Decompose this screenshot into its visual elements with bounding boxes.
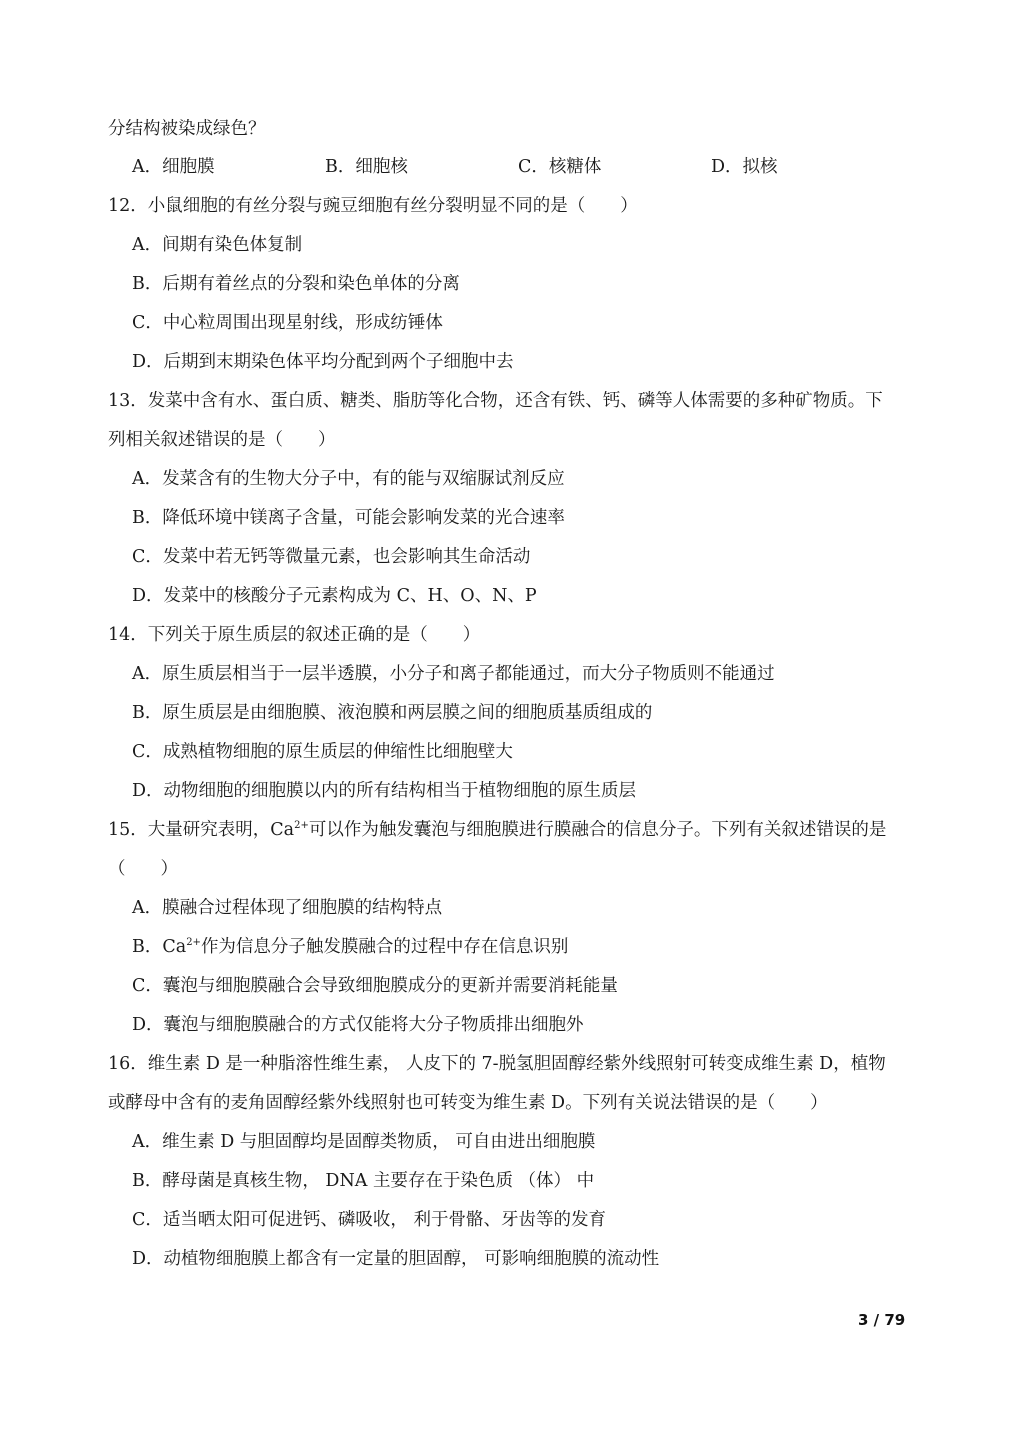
- question-11-stem-continuation: 分结构被染成绿色？: [108, 119, 266, 139]
- question-13-stem-line1: 13．发菜中含有水、蛋白质、糖类、脂肪等化合物，还含有铁、钙、磷等人体需要的多种矿物质。下: [108, 391, 883, 411]
- superscript: 2+: [294, 820, 309, 831]
- question-13-option-c: C．发菜中若无钙等微量元素，也会影响其生命活动: [132, 547, 531, 567]
- question-13-option-a: A．发菜含有的生物大分子中，有的能与双缩脲试剂反应: [132, 469, 565, 489]
- question-15-option-d: D．囊泡与细胞膜融合的方式仅能将大分子物质排出细胞外: [132, 1015, 584, 1035]
- question-12-option-b: B．后期有着丝点的分裂和染色单体的分离: [132, 274, 460, 294]
- question-12-option-c: C．中心粒周围出现星射线，形成纺锤体: [132, 313, 443, 333]
- option-suffix: 作为信息分子触发膜融合的过程中存在信息识别: [200, 937, 569, 957]
- option-b: B．细胞核: [325, 157, 408, 177]
- question-16-option-d: D．动植物细胞膜上都含有一定量的胆固醇， 可影响细胞膜的流动性: [132, 1249, 660, 1269]
- stem-prefix: 15．大量研究表明，Ca: [108, 820, 295, 840]
- question-14-stem: 14．下列关于原生质层的叙述正确的是（ ）: [108, 625, 481, 645]
- question-14-option-a: A．原生质层相当于一层半透膜，小分子和离子都能通过，而大分子物质则不能通过: [132, 664, 775, 684]
- option-prefix: B．Ca: [132, 937, 187, 957]
- question-16-stem-line2: 或酵母中含有的麦角固醇经紫外线照射也可转变为维生素 D。下列有关说法错误的是（ ）: [108, 1093, 828, 1113]
- superscript: 2+: [186, 937, 201, 948]
- question-13-option-b: B．降低环境中镁离子含量，可能会影响发菜的光合速率: [132, 508, 565, 528]
- question-12-stem: 12．小鼠细胞的有丝分裂与豌豆细胞有丝分裂明显不同的是（ ）: [108, 196, 638, 216]
- question-16-option-c: C．适当晒太阳可促进钙、磷吸收， 利于骨骼、牙齿等的发育: [132, 1210, 606, 1230]
- question-14-option-d: D．动物细胞的细胞膜以内的所有结构相当于植物细胞的原生质层: [132, 781, 637, 801]
- question-13-option-d: D．发菜中的核酸分子元素构成为 C、H、O、N、P: [132, 586, 537, 606]
- question-12-option-a: A．间期有染色体复制: [132, 235, 303, 255]
- question-12-option-d: D．后期到末期染色体平均分配到两个子细胞中去: [132, 352, 514, 372]
- option-d: D．拟核: [711, 157, 778, 177]
- question-14-option-b: B．原生质层是由细胞膜、液泡膜和两层膜之间的细胞质基质组成的: [132, 703, 653, 723]
- stem-suffix: 可以作为触发囊泡与细胞膜进行膜融合的信息分子。下列有关叙述错误的是: [308, 820, 887, 840]
- question-16-stem-line1: 16．维生素 D 是一种脂溶性维生素， 人皮下的 7-脱氢胆固醇经紫外线照射可转变成维生素 D，植物: [108, 1054, 886, 1074]
- question-15-option-a: A．膜融合过程体现了细胞膜的结构特点: [132, 898, 443, 918]
- question-11-options: [0, 155, 1020, 179]
- question-15-stem-line2: （ ）: [108, 859, 178, 879]
- option-a: A．细胞膜: [132, 157, 215, 177]
- question-16-option-a: A．维生素 D 与胆固醇均是固醇类物质， 可自由进出细胞膜: [132, 1132, 596, 1152]
- question-14-option-c: C．成熟植物细胞的原生质层的伸缩性比细胞壁大: [132, 742, 513, 762]
- question-16-option-b: B．酵母菌是真核生物， DNA 主要存在于染色质 （体） 中: [132, 1171, 595, 1191]
- question-15-stem-line1: [108, 818, 886, 842]
- question-13-stem-line2: 列相关叙述错误的是（ ）: [108, 430, 336, 450]
- option-c: C．核糖体: [518, 157, 602, 177]
- page-number: 3 / 79: [858, 1311, 906, 1329]
- question-15-option-b: [132, 935, 568, 959]
- question-15-option-c: C．囊泡与细胞膜融合会导致细胞膜成分的更新并需要消耗能量: [132, 976, 618, 996]
